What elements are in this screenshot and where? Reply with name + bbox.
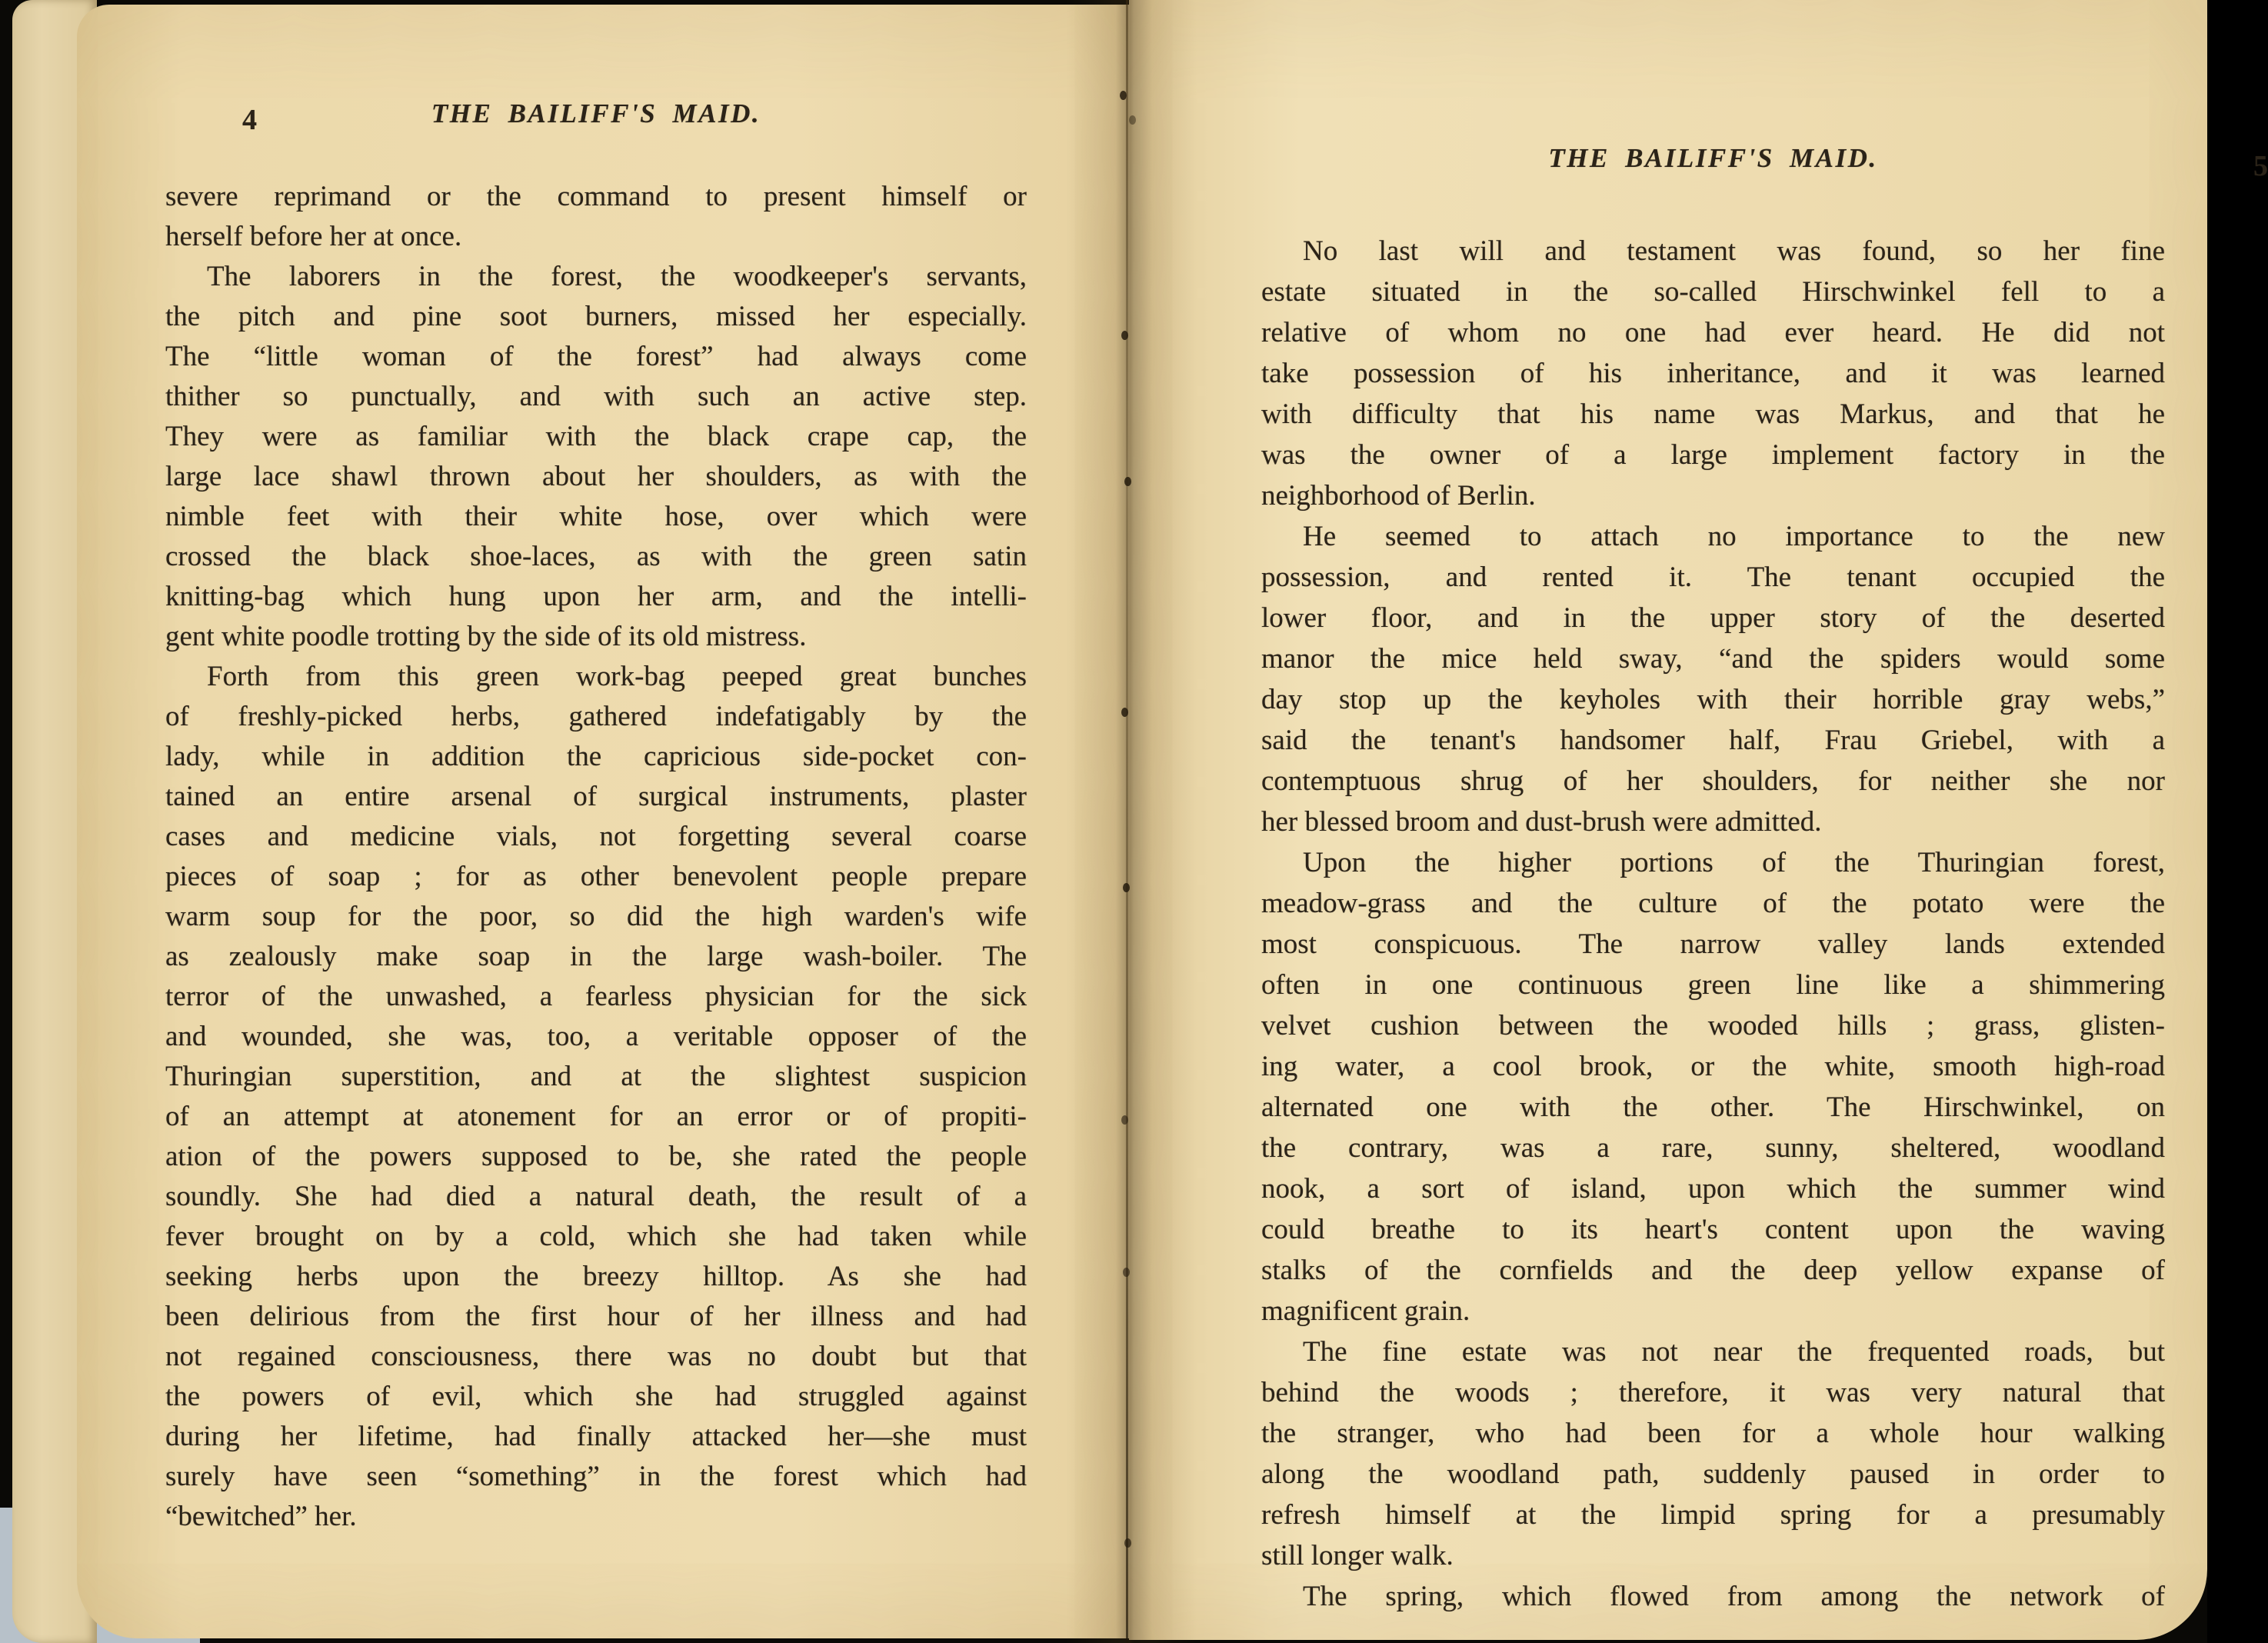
text-line: thither so punctually, and with such an active step. xyxy=(165,381,1027,412)
text-line: could breathe to its heart's content upon the waving xyxy=(1261,1214,2165,1245)
text-line: Upon the higher portions of the Thuringian forest, xyxy=(1303,847,2165,878)
text-line: of freshly-picked herbs, gathered indefatigably by the xyxy=(165,701,1027,732)
text-line: large lace shawl thrown about her shoulders, as with the xyxy=(165,461,1027,492)
text-line: her blessed broom and dust-brush were admitted. xyxy=(1261,806,1822,838)
text-line: The laborers in the forest, the woodkeeper's servants, xyxy=(207,261,1027,292)
text-line: The fine estate was not near the frequented roads, but xyxy=(1303,1336,2165,1368)
text-line: been delirious from the first hour of her illness and had xyxy=(165,1301,1027,1332)
text-line: lower floor, and in the upper story of the deserted xyxy=(1261,602,2165,634)
text-line: “bewitched” her. xyxy=(165,1501,357,1532)
text-line: velvet cushion between the wooded hills ; grass, glisten- xyxy=(1261,1010,2165,1041)
text-line: behind the woods ; therefore, it was very natural that xyxy=(1261,1377,2165,1408)
right-page xyxy=(1129,0,2268,1640)
text-line: tained an entire arsenal of surgical instruments, plaster xyxy=(165,781,1027,812)
text-line: the pitch and pine soot burners, missed her especially. xyxy=(165,301,1027,332)
text-line: seeking herbs upon the breezy hilltop. As she had xyxy=(165,1261,1027,1292)
text-line: was the owner of a large implement factory in the xyxy=(1261,439,2165,471)
text-line: estate situated in the so-called Hirschwinkel fell to a xyxy=(1261,276,2165,308)
left-page-header xyxy=(165,98,1027,137)
right-page-header xyxy=(1261,143,2268,182)
text-line: with difficulty that his name was Markus, and that he xyxy=(1261,398,2165,430)
text-line: still longer walk. xyxy=(1261,1540,1454,1571)
text-line: herself before her at once. xyxy=(165,221,462,252)
text-line: nimble feet with their white hose, over which were xyxy=(165,501,1027,532)
left-page-body xyxy=(165,177,1027,1537)
text-line: crossed the black shoe-laces, as with the green satin xyxy=(165,541,1027,572)
right-page-body xyxy=(1261,231,2165,1617)
left-page-number: 4 xyxy=(242,104,257,136)
text-line: fever brought on by a cold, which she had taken while xyxy=(165,1221,1027,1252)
text-line: take possession of his inheritance, and it was learned xyxy=(1261,358,2165,389)
text-line: of an attempt at atonement for an error or of propiti- xyxy=(165,1101,1027,1132)
text-line: knitting-bag which hung upon her arm, and the intelli- xyxy=(165,581,1027,612)
text-line: ation of the powers supposed to be, she rated the people xyxy=(165,1141,1027,1172)
text-line: the stranger, who had been for a whole hour walking xyxy=(1261,1418,2165,1449)
text-line: along the woodland path, suddenly paused in order to xyxy=(1261,1458,2165,1490)
text-line: and wounded, she was, too, a veritable opposer of the xyxy=(165,1021,1027,1052)
text-line: often in one continuous green line like a shimmering xyxy=(1261,969,2165,1001)
text-line: said the tenant's handsomer half, Frau Griebel, with a xyxy=(1261,725,2165,756)
text-line: the powers of evil, which she had struggled against xyxy=(165,1381,1027,1412)
text-line: No last will and testament was found, so her fine xyxy=(1303,235,2165,267)
text-line: as zealously make soap in the large wash-boiler. The xyxy=(165,941,1027,972)
text-line: refresh himself at the limpid spring for a presumably xyxy=(1261,1499,2165,1531)
text-line: warm soup for the poor, so did the high warden's wife xyxy=(165,901,1027,932)
text-line: magnificent grain. xyxy=(1261,1295,1470,1327)
text-line: The “little woman of the forest” had always come xyxy=(165,341,1027,372)
text-line: day stop up the keyholes with their horrible gray webs,” xyxy=(1261,684,2165,715)
text-line: Thuringian superstition, and at the slightest suspicion xyxy=(165,1061,1027,1092)
text-line: pieces of soap ; for as other benevolent people prepare xyxy=(165,861,1027,892)
text-line: They were as familiar with the black crape cap, the xyxy=(165,421,1027,452)
text-line: terror of the unwashed, a fearless physician for the sick xyxy=(165,981,1027,1012)
text-line: nook, a sort of island, upon which the summer wind xyxy=(1261,1173,2165,1205)
text-line: lady, while in addition the capricious side-pocket con- xyxy=(165,741,1027,772)
text-line: most conspicuous. The narrow valley lands extended xyxy=(1261,928,2165,960)
text-line: The spring, which flowed from among the network of xyxy=(1303,1581,2165,1612)
right-running-header: THE BAILIFF'S MAID. xyxy=(1548,143,1878,173)
text-line: cases and medicine vials, not forgetting several coarse xyxy=(165,821,1027,852)
text-line: alternated one with the other. The Hirschwinkel, on xyxy=(1261,1091,2165,1123)
text-line: manor the mice held sway, “and the spiders would some xyxy=(1261,643,2165,675)
text-line: the contrary, was a rare, sunny, sheltered, woodland xyxy=(1261,1132,2165,1164)
text-line: soundly. She had died a natural death, the result of a xyxy=(165,1181,1027,1212)
text-line: stalks of the cornfields and the deep yellow expanse of xyxy=(1261,1255,2165,1286)
text-line: relative of whom no one had ever heard. He did not xyxy=(1261,317,2165,348)
text-line: severe reprimand or the command to present himself or xyxy=(165,181,1027,212)
text-line: possession, and rented it. The tenant occupied the xyxy=(1261,562,2165,593)
right-page-number: 5 xyxy=(2253,150,2268,182)
text-line: contemptuous shrug of her shoulders, for neither she nor xyxy=(1261,765,2165,797)
left-page xyxy=(77,5,1129,1638)
text-line: ing water, a cool brook, or the white, smooth high-road xyxy=(1261,1051,2165,1082)
text-line: during her lifetime, had finally attacked her—she must xyxy=(165,1421,1027,1452)
text-line: Forth from this green work-bag peeped great bunches xyxy=(207,661,1027,692)
text-line: surely have seen “something” in the forest which had xyxy=(165,1461,1027,1492)
text-line: gent white poodle trotting by the side of its old mistress. xyxy=(165,621,807,652)
text-line: He seemed to attach no importance to the new xyxy=(1303,521,2165,552)
text-line: meadow-grass and the culture of the potato were the xyxy=(1261,888,2165,919)
text-line: neighborhood of Berlin. xyxy=(1261,480,1536,512)
text-line: not regained consciousness, there was no doubt but that xyxy=(165,1341,1027,1372)
left-running-header: THE BAILIFF'S MAID. xyxy=(431,98,761,128)
